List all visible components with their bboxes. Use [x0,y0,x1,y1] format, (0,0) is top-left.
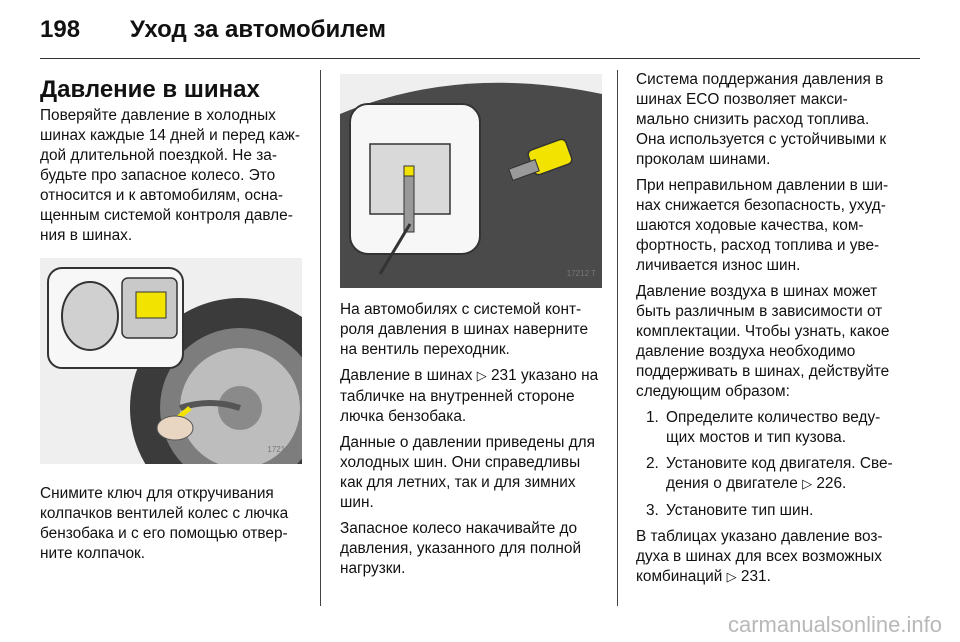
header-rule [40,58,920,59]
illustration-fuel-flap-and-wheel [40,258,302,464]
triangle-right-icon: ▷ [726,570,737,585]
paragraph: Давление в шинах ▷ 231 указано на табличке на внутренней стороне лючка бензобака. [340,367,599,425]
paragraph: Запасное колесо накачивайте до давления, указанного для полной нагрузки. [340,520,582,577]
list-item: 2. Установите код двигателя. Све-дения о двигателе ▷ 226. [646,455,893,492]
chapter-title: Давление в шинах [40,76,260,103]
column-divider [320,70,321,606]
illustration-valve-adapter [340,74,602,288]
paragraph: При неправильном давлении в ши-нах снижается безопасность, ухуд-шаются ходовые качества, ком-фортность, расход топлива и уве-личивается износ шин. [636,177,889,274]
page-reference-link[interactable]: 231 [740,568,767,585]
column-1 [40,70,304,570]
paragraph: Поверяйте давление в холодных шинах каждые 14 дней и перед каж-дой длительной поездкой. Не за-будьте про запасное колесо. Это относится и к автомобилям, осна-щенным системой контроля давле-ния в шинах. [40,107,300,244]
page-number: 198 [40,16,81,43]
steps-list [636,408,900,521]
page-reference-link[interactable]: 231 [491,367,517,384]
column-divider [617,70,618,606]
column-3 [636,70,900,594]
figure-code: 17212 T [566,269,596,278]
figure-valve-adapter [340,74,602,288]
paragraph: Данные о давлении приведены для холодных шин. Они справедливы как для летних, так и для зимних шин. [340,434,595,511]
paragraph: Снимите ключ для откручивания колпачков вентилей колес с лючка бензобака и с его помощью отвер-ните колпачок. [40,485,289,562]
triangle-right-icon: ▷ [476,369,487,384]
figure-code: 17211 T [267,445,296,454]
column-2 [340,70,604,585]
list-item: 1. Определите количество веду-щих мостов и тип кузова. [646,409,881,446]
paragraph: Давление воздуха в шинах может быть различным в зависимости от комплектации. Чтобы узнать, какое давление воздуха необходимо поддерживать в шинах, действуйте следующим образом: [636,283,890,400]
page-reference-link[interactable]: 226 [816,475,843,492]
triangle-right-icon: ▷ [802,477,813,492]
watermark: carmanualsonline.info [727,612,942,637]
paragraph: На автомобилях с системой конт-роля давления в шинах наверните на вентиль переходник. [340,301,589,358]
figure-valve-cap-key [40,258,302,464]
list-item: 3. Установите тип шин. [646,502,814,519]
page-header [40,14,386,46]
paragraph: В таблицах указано давление воз-духа в шинах для всех возможных комбинаций ▷ 231. [636,528,883,585]
paragraph: Система поддержания давления в шинах ECO позволяет макси-мально снизить расход топлива. Она используется с устойчивыми к проколам шинами. [636,71,887,168]
section-title: Уход за автомобилем [130,16,386,43]
